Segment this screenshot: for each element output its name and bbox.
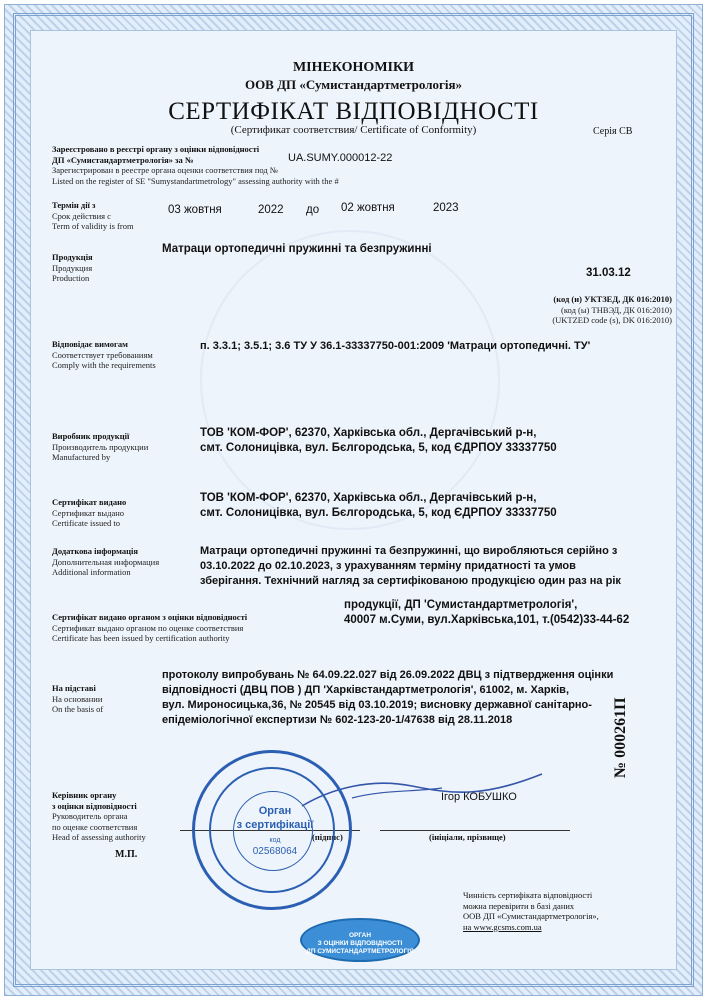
product-code-caption-en: (UKTZED code (s), DK 016:2010)	[552, 315, 672, 325]
head-label-uk-2: з оцінки відповідності	[52, 800, 137, 811]
validity-from-day: 03 жовтня	[168, 204, 222, 216]
stamp-line-1: Орган	[258, 805, 292, 817]
stamp-line-2: з сертифікації	[236, 819, 314, 831]
manufacturer-label-uk: Виробник продукції	[52, 431, 130, 441]
stamp-ring-inner	[233, 791, 313, 871]
head-label-uk-1: Керівник органу	[52, 790, 117, 800]
verification-line-3: ООВ ДП «Сумистандартметрологія»,	[463, 911, 599, 921]
issued-to-line-2: смт. Солоницівка, вул. Бєлгородська, 5, код ЄДРПОУ 33337750	[200, 507, 557, 519]
stamp-line-4: 02568064	[252, 846, 298, 857]
authority-line-1: продукції, ДП 'Сумистандартметрологія',	[344, 599, 578, 611]
product-label	[52, 252, 93, 284]
additional-label-uk: Додаткова інформація	[52, 546, 138, 556]
additional-label-en: Additional information	[52, 567, 131, 577]
basis-line-3: вул. Мироносицька,36, № 20545 від 03.10.2019; висновку державної санітарно-	[162, 699, 592, 711]
manufacturer-label	[52, 431, 148, 463]
product-code: 31.03.12	[586, 267, 631, 279]
product-label-ru: Продукция	[52, 262, 93, 273]
authority-label-uk: Сертифікат видано органом з оцінки відповідності	[52, 612, 248, 622]
authority-label	[52, 612, 332, 644]
issued-to-label-en: Certificate issued to	[52, 518, 120, 528]
name-line	[380, 830, 570, 831]
basis-line-2: відповідності (ДВЦ ПОВ ) ДП 'Харківстандартметрологія', 61002, м. Харків,	[162, 684, 569, 696]
registry-label-en: Listed on the register of SE "Sumystandartmetrology" assessing authority with the #	[52, 175, 339, 186]
name-caption: (ініціали, прізвище)	[429, 832, 506, 842]
registry-label-uk-2: ДП «Сумистандартметрологія» за №	[52, 154, 194, 165]
issued-to-value	[200, 491, 670, 521]
requirements-value: п. 3.3.1; 3.5.1; 3.6 ТУ У 36.1-33337750-001:2009 'Матраци ортопедичні. ТУ'	[200, 340, 591, 352]
additional-line-2: 03.10.2022 до 02.10.2023, з урахуванням терміну придатності та умов	[200, 560, 576, 572]
authority-line-2: 40007 м.Суми, вул.Харківська,101, т.(0542)33-44-62	[344, 614, 630, 626]
requirements-label-uk: Відповідає вимогам	[52, 339, 128, 349]
validity-to-year: 2023	[433, 202, 459, 214]
head-label-en: Head of assessing authority	[52, 832, 146, 842]
certificate-subtitle: (Сертификат соответствия/ Certificate of Conformity)	[230, 124, 477, 136]
product-code-caption-ru: (код (ы) ТНВЭД, ДК 016:2010)	[561, 304, 672, 315]
watermark-emblem	[200, 230, 500, 530]
verification-line-2: можна перевірити в базі даних	[463, 900, 575, 911]
authority-value	[344, 598, 674, 628]
additional-value	[200, 544, 672, 589]
certificate-series: Серія СВ	[593, 126, 633, 137]
additional-label	[52, 546, 159, 578]
manufacturer-label-ru: Производитель продукции	[52, 441, 149, 452]
verification-line-1: Чинність сертифіката відповідності	[463, 890, 593, 900]
manufacturer-label-en: Manufactured by	[52, 452, 111, 462]
head-label-ru-2: по оценке соответствия	[52, 821, 138, 832]
logo-line-1: ОРГАН	[348, 932, 372, 939]
issued-to-line-1: ТОВ 'КОМ-ФОР', 62370, Харківська обл., Дергачівський р-н,	[200, 492, 537, 504]
basis-line-4: епідеміологічної експертизи № 602-123-20-1/47638 від 28.11.2018	[162, 714, 513, 726]
verification-note	[463, 890, 599, 932]
basis-label	[52, 683, 103, 715]
product-code-caption	[512, 294, 672, 326]
registry-label-ru: Зарегистрирован в реестре органа оценки соответствия под №	[52, 165, 278, 175]
additional-line-1: Матраци ортопедичні пружинні та безпружинні, що виробляються серійно з	[200, 545, 618, 557]
ministry-name: МІНЕКОНОМІКИ	[292, 60, 415, 75]
validity-label-uk: Термін дії з	[52, 200, 96, 210]
product-label-uk: Продукція	[52, 252, 93, 262]
manufacturer-line-1: ТОВ 'КОМ-ФОР', 62370, Харківська обл., Дергачівський р-н,	[200, 427, 537, 439]
basis-label-en: On the basis of	[52, 704, 104, 714]
basis-value	[162, 668, 672, 728]
authority-label-ru: Сертификат выдано органом по оценке соответствия	[52, 622, 244, 633]
manufacturer-line-2: смт. Солоницівка, вул. Бєлгородська, 5, код ЄДРПОУ 33337750	[200, 442, 557, 454]
logo-line-3: ДП СУМИСТАНДАРТМЕТРОЛОГІЯ	[306, 948, 414, 955]
registry-number: UA.SUMY.000012-22	[288, 152, 393, 164]
issued-to-label	[52, 497, 126, 529]
stamp-line-3: код	[269, 837, 281, 844]
official-stamp	[192, 750, 352, 910]
authority-logo	[300, 918, 420, 962]
validity-to-word: до	[306, 204, 320, 216]
requirements-label-en: Comply with the requirements	[52, 360, 156, 370]
validity-label-ru: Срок действия с	[52, 210, 111, 221]
issued-to-label-ru: Сертификат выдано	[52, 507, 125, 518]
product-code-caption-uk: (код (и) УКТЗЕД, ДК 016:2010)	[553, 294, 672, 304]
basis-label-ru: На основании	[52, 693, 103, 704]
validity-from-year: 2022	[258, 204, 284, 216]
manufacturer-value	[200, 426, 670, 456]
validity-to-day: 02 жовтня	[341, 202, 395, 214]
requirements-label	[52, 339, 156, 371]
authority-label-en: Certificate has been issued by certification authority	[52, 633, 230, 643]
head-label-ru-1: Руководитель органа	[52, 811, 128, 821]
additional-label-ru: Дополнительная информация	[52, 556, 160, 567]
organization-name: ООВ ДП «Сумистандартметрологія»	[244, 77, 463, 92]
issued-to-label-uk: Сертифікат видано	[52, 497, 127, 507]
logo-line-2: З ОЦІНКИ ВІДПОВІДНОСТІ	[317, 940, 403, 947]
head-name: Ігор КОБУШКО	[441, 791, 517, 803]
certificate-number: № 000261П	[612, 697, 629, 778]
basis-label-uk: На підставі	[52, 683, 96, 693]
verification-url[interactable]: на www.gcsms.com.ua	[463, 921, 542, 932]
additional-line-3: зберігання. Технічний нагляд за сертифікованою продукцією один раз на рік	[200, 575, 621, 587]
product-label-en: Production	[52, 273, 90, 283]
validity-label-en: Term of validity is from	[52, 221, 134, 231]
basis-line-1: протоколу випробувань № 64.09.22.027 від 26.09.2022 ДВЦ з підтвердження оцінки	[162, 669, 614, 681]
signature-caption: (підпис)	[312, 832, 343, 842]
registry-label-uk: Зареєстровано в реєстрі органу з оцінки відповідності	[52, 144, 260, 154]
requirements-label-ru: Соответствует требованиям	[52, 349, 153, 360]
product-name: Матраци ортопедичні пружинні та безпружинні	[162, 243, 432, 255]
head-label	[52, 790, 146, 843]
certificate-title: СЕРТИФІКАТ ВІДПОВІДНОСТІ	[168, 98, 539, 125]
mp-label: М.П.	[115, 849, 138, 860]
validity-label	[52, 200, 134, 232]
